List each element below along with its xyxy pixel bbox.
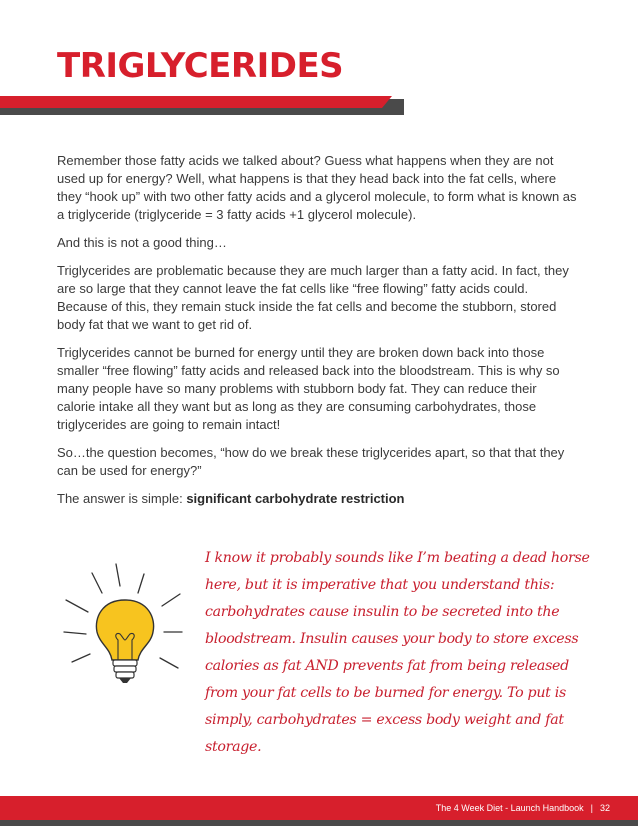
paragraph: Remember those fatty acids we talked about? Guess what happens when they are not used up for energy? Well, what happens is that they head back into the fat cells, where they “hook up” with two other fatty acids and a glycerol molecule, to form what is known as a triglyceride (triglyceride = 3 fatty acids +1 glycerol molecule). [57, 153, 577, 222]
paragraph: Triglycerides cannot be burned for energy until they are broken down back into those smaller “free flowing” fatty acids and released back into the bloodstream. This is why so many people have so many problems with stubborn body fat. They can reduce their calorie intake all they want but as long as they are consuming carbohydrates, those triglycerides are going to remain intact! [57, 345, 560, 432]
quote-text: I know it probably sounds like I’m beating a dead horse here, but it is imperative that you understand this: carbohydrates cause insulin to be secreted into the bloodstream. Insulin causes your body to store excess calories as fat AND prevents fat from being released from your fat cells to be burned for energy. To put is simply, carbohydrates = excess body weight and fat storage. [205, 550, 590, 755]
page-number: 32 [599, 803, 610, 813]
title-underline-bar [0, 96, 404, 115]
footer-text [436, 802, 610, 814]
footer-strip [0, 820, 638, 826]
footer-separator: | [590, 803, 593, 813]
paragraph: And this is not a good thing… [57, 235, 227, 250]
answer-prefix: The answer is simple: [57, 491, 187, 506]
footer-bar [0, 796, 638, 820]
footer-book-title: The 4 Week Diet - Launch Handbook [435, 803, 584, 813]
paragraph: So…the question becomes, “how do we break these triglycerides apart, so that that they can be used for energy?” [57, 445, 565, 478]
paragraph: Triglycerides are problematic because they are much larger than a fatty acid. In fact, they are so large that they cannot leave the fat cells like “free flowing” fatty acids could. Because of this, they remain stuck inside the fat cells and become the stubborn, stored body fat that we want to get rid of. [57, 263, 569, 332]
page-title: TRIGLYCERIDES [57, 46, 344, 86]
answer-emphasis: significant carbohydrate restriction [186, 491, 405, 506]
body-text [57, 152, 577, 518]
handwritten-quote [205, 545, 595, 761]
answer-paragraph [57, 490, 577, 508]
lightbulb-icon [58, 556, 188, 696]
